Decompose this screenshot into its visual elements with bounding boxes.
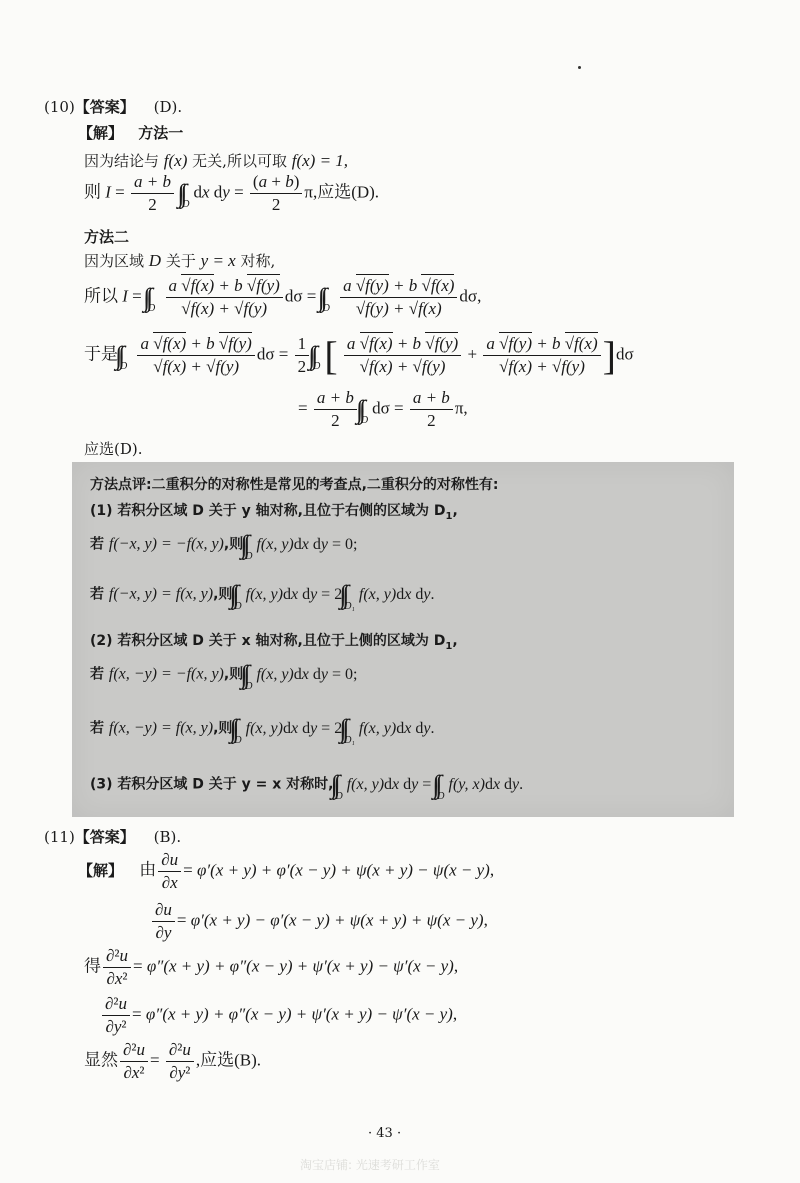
box-rule2a: 若 f(x, −y) = −f(x, y),则$_D$f(x, y)dx dy = 0; [90,665,358,692]
q10-line5: 于是$_D$ $\frac{a √f(x) + b √f(y)}{√f(x) + √f(y)}$ dσ = $\frac{1}{2}$ $_D$ [ $\frac{a √f(x) + b √f(y)}{√f(x) + √f(y)}$ + $\frac{a √f(y) + b √f(x)}{√f(x) + √f(y)}$ ]dσ [84,333,634,378]
q10-line4: 所以 I = $_D$ $\frac{a √f(x) + b √f(y)}{√f(x) + √f(y)}$ dσ = $_D$ $\frac{a √f(y) + b √f(x)}{√f(y) + √f(x)}$ dσ, [84,276,482,318]
q11-line1: 【解】 由 $\frac{\partial u}{\partial x}$ = φ′(x + y) + φ′(x − y) + ψ(x + y) − ψ(x − y), [78,850,495,892]
q10-conclusion: 应选(D). [84,440,143,458]
box-rule2b: 若 f(x, −y) = f(x, y),则$_D$f(x, y)dx dy = $2_{D_1}f(x$, y)dx dy. [90,719,435,746]
watermark-text: 淘宝店铺: 光速考研工作室 [300,1158,440,1172]
box-intro: 方法点评:二重积分的对称性是常见的考查点,二重积分的对称性有: [90,477,499,493]
q11-line4: $\frac{\text{∂²u}}{\text{∂y²}}$ = φ″(x + y) + φ″(x − y) + ψ′(x + y) − ψ′(x − y), [100,994,457,1037]
q11-line5: 显然 $\frac{\text{∂²u}}{\text{∂x²}}$ = $\frac{\text{∂²u}}{\text{∂y²}}$ ,应选(B). [84,1040,262,1082]
q11-header: (11)【答案】 (B). [44,828,182,846]
q10-header: (10)【答案】 (D). [44,98,183,116]
q11-line3: 得 $\frac{\text{∂²u}}{\text{∂x²}}$ = φ″(x + y) + φ″(x − y) + ψ′(x + y) − ψ′(x − y), [84,946,459,988]
q10-method2-heading: 方法二 [84,228,130,246]
box-rule1a: 若 f(−x, y) = −f(x, y),则$_D$f(x, y)dx dy = 0; [90,535,358,562]
q10-method1-heading: 【解】 方法一 [78,124,184,142]
q10-line1: 因为结论与 f(x) 无关,所以可取 f(x) = 1, [84,151,349,170]
q10-line3: 因为区域 D 关于 y = x 对称, [84,251,276,270]
box-item2: (2) 若积分区域 D 关于 x 轴对称,且位于上侧的区域为 $D_1$, [90,633,458,652]
stray-dot [578,66,581,69]
box-rule1b: 若 f(−x, y) = f(x, y),则$_D$f(x, y)dx dy = $2_{D_1}f(x$, y)dx dy. [90,585,435,612]
q10-line6: = $\frac{a + b}{2}$ $_D$dσ = $\frac{a + b}{2}$ π, [298,388,468,430]
q11-line2: $\frac{\partial u}{\partial y}$ = φ′(x + y) − φ′(x − y) + ψ(x + y) + ψ(x − y), [150,900,488,943]
page-number: · 43 · [368,1126,402,1141]
box-item1: (1) 若积分区域 D 关于 y 轴对称,且位于右侧的区域为 $D_1$, [90,503,458,522]
box-item3: (3) 若积分区域 D 关于 y = x 对称时$,_Df(x$, y)dx dy = $_D$f(y, x)dx dy. [90,775,524,802]
q10-line2: 则 I = $\frac{a + b}{2}$ $_D$dx dy = $\frac{(a + b)}{2}$ π,应选(D). [84,172,380,214]
